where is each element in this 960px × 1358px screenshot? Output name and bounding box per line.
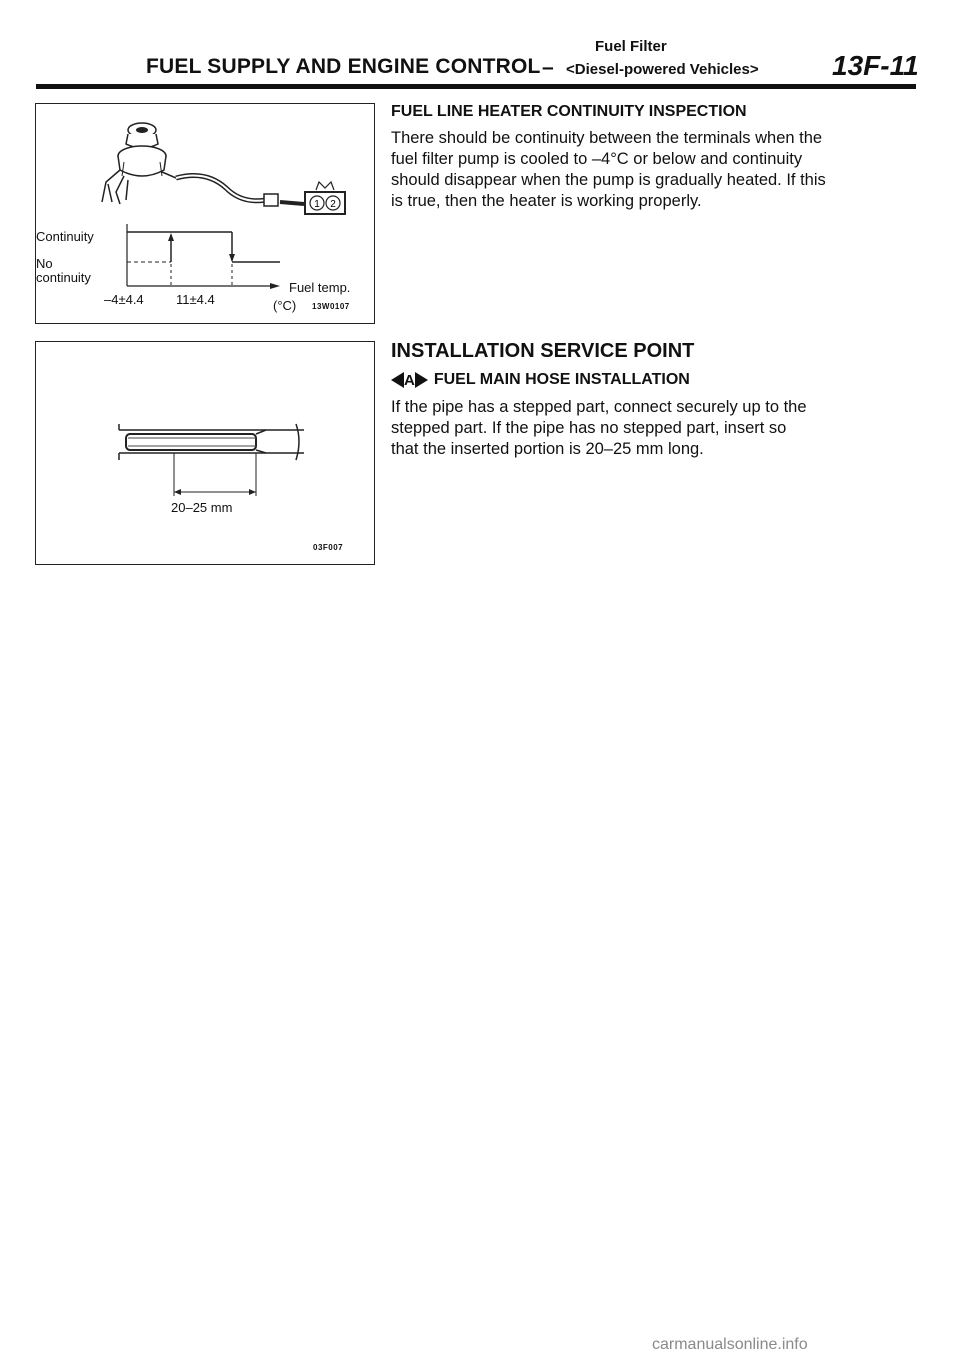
pin-2-label: 2 bbox=[330, 199, 336, 210]
pipe-hose-illustration bbox=[36, 342, 373, 563]
unit-label: (°C) bbox=[273, 298, 297, 313]
tick-label-high: 11±4.4 bbox=[176, 292, 215, 307]
subheading-text: FUEL MAIN HOSE INSTALLATION bbox=[433, 371, 690, 388]
figure-code: 13W0107 bbox=[312, 302, 350, 311]
section-heading-continuity: FUEL LINE HEATER CONTINUITY INSPECTION bbox=[391, 103, 747, 120]
label-no: No bbox=[36, 256, 53, 271]
page-number: 13F-11 bbox=[832, 50, 919, 81]
paragraph-line: should disappear when the pump is gradually heated. If this bbox=[391, 171, 826, 189]
vehicle-type: <Diesel-powered Vehicles> bbox=[566, 61, 759, 78]
label-continuity: Continuity bbox=[36, 229, 94, 244]
watermark: carmanualsonline.info bbox=[652, 1336, 808, 1353]
title-dash: – bbox=[542, 56, 554, 79]
page-title: FUEL SUPPLY AND ENGINE CONTROL bbox=[146, 55, 541, 78]
figure-hose-insertion bbox=[35, 341, 375, 565]
paragraph-line: fuel filter pump is cooled to –4°C or below and continuity bbox=[391, 150, 803, 168]
paragraph-line: stepped part. If the pipe has no stepped part, insert so bbox=[391, 419, 787, 437]
section-subtitle: Fuel Filter bbox=[595, 38, 667, 55]
figure-heater-continuity bbox=[35, 103, 375, 324]
paragraph-line: that the inserted portion is 20–25 mm long. bbox=[391, 440, 704, 458]
installation-paragraph bbox=[391, 397, 916, 460]
figure-code: 03F007 bbox=[313, 543, 344, 552]
axis-label-fuel-temp: Fuel temp. bbox=[289, 280, 351, 295]
right-arrow-icon bbox=[415, 372, 428, 388]
left-arrow-icon bbox=[391, 372, 404, 388]
continuity-paragraph bbox=[391, 128, 916, 212]
pin-1-label: 1 bbox=[314, 199, 320, 210]
paragraph-line: If the pipe has a stepped part, connect securely up to the bbox=[391, 398, 807, 416]
dimension-label: 20–25 mm bbox=[171, 500, 233, 515]
paragraph-line: There should be continuity between the terminals when the bbox=[391, 129, 823, 147]
subheading-hose-installation bbox=[391, 371, 690, 389]
tick-label-low: –4±4.4 bbox=[104, 292, 144, 307]
header-rule bbox=[36, 84, 916, 89]
section-heading-installation: INSTALLATION SERVICE POINT bbox=[391, 340, 695, 362]
paragraph-line: is true, then the heater is working properly. bbox=[391, 192, 702, 210]
service-mark: A bbox=[404, 371, 415, 389]
label-no-continuity: continuity bbox=[36, 270, 91, 285]
